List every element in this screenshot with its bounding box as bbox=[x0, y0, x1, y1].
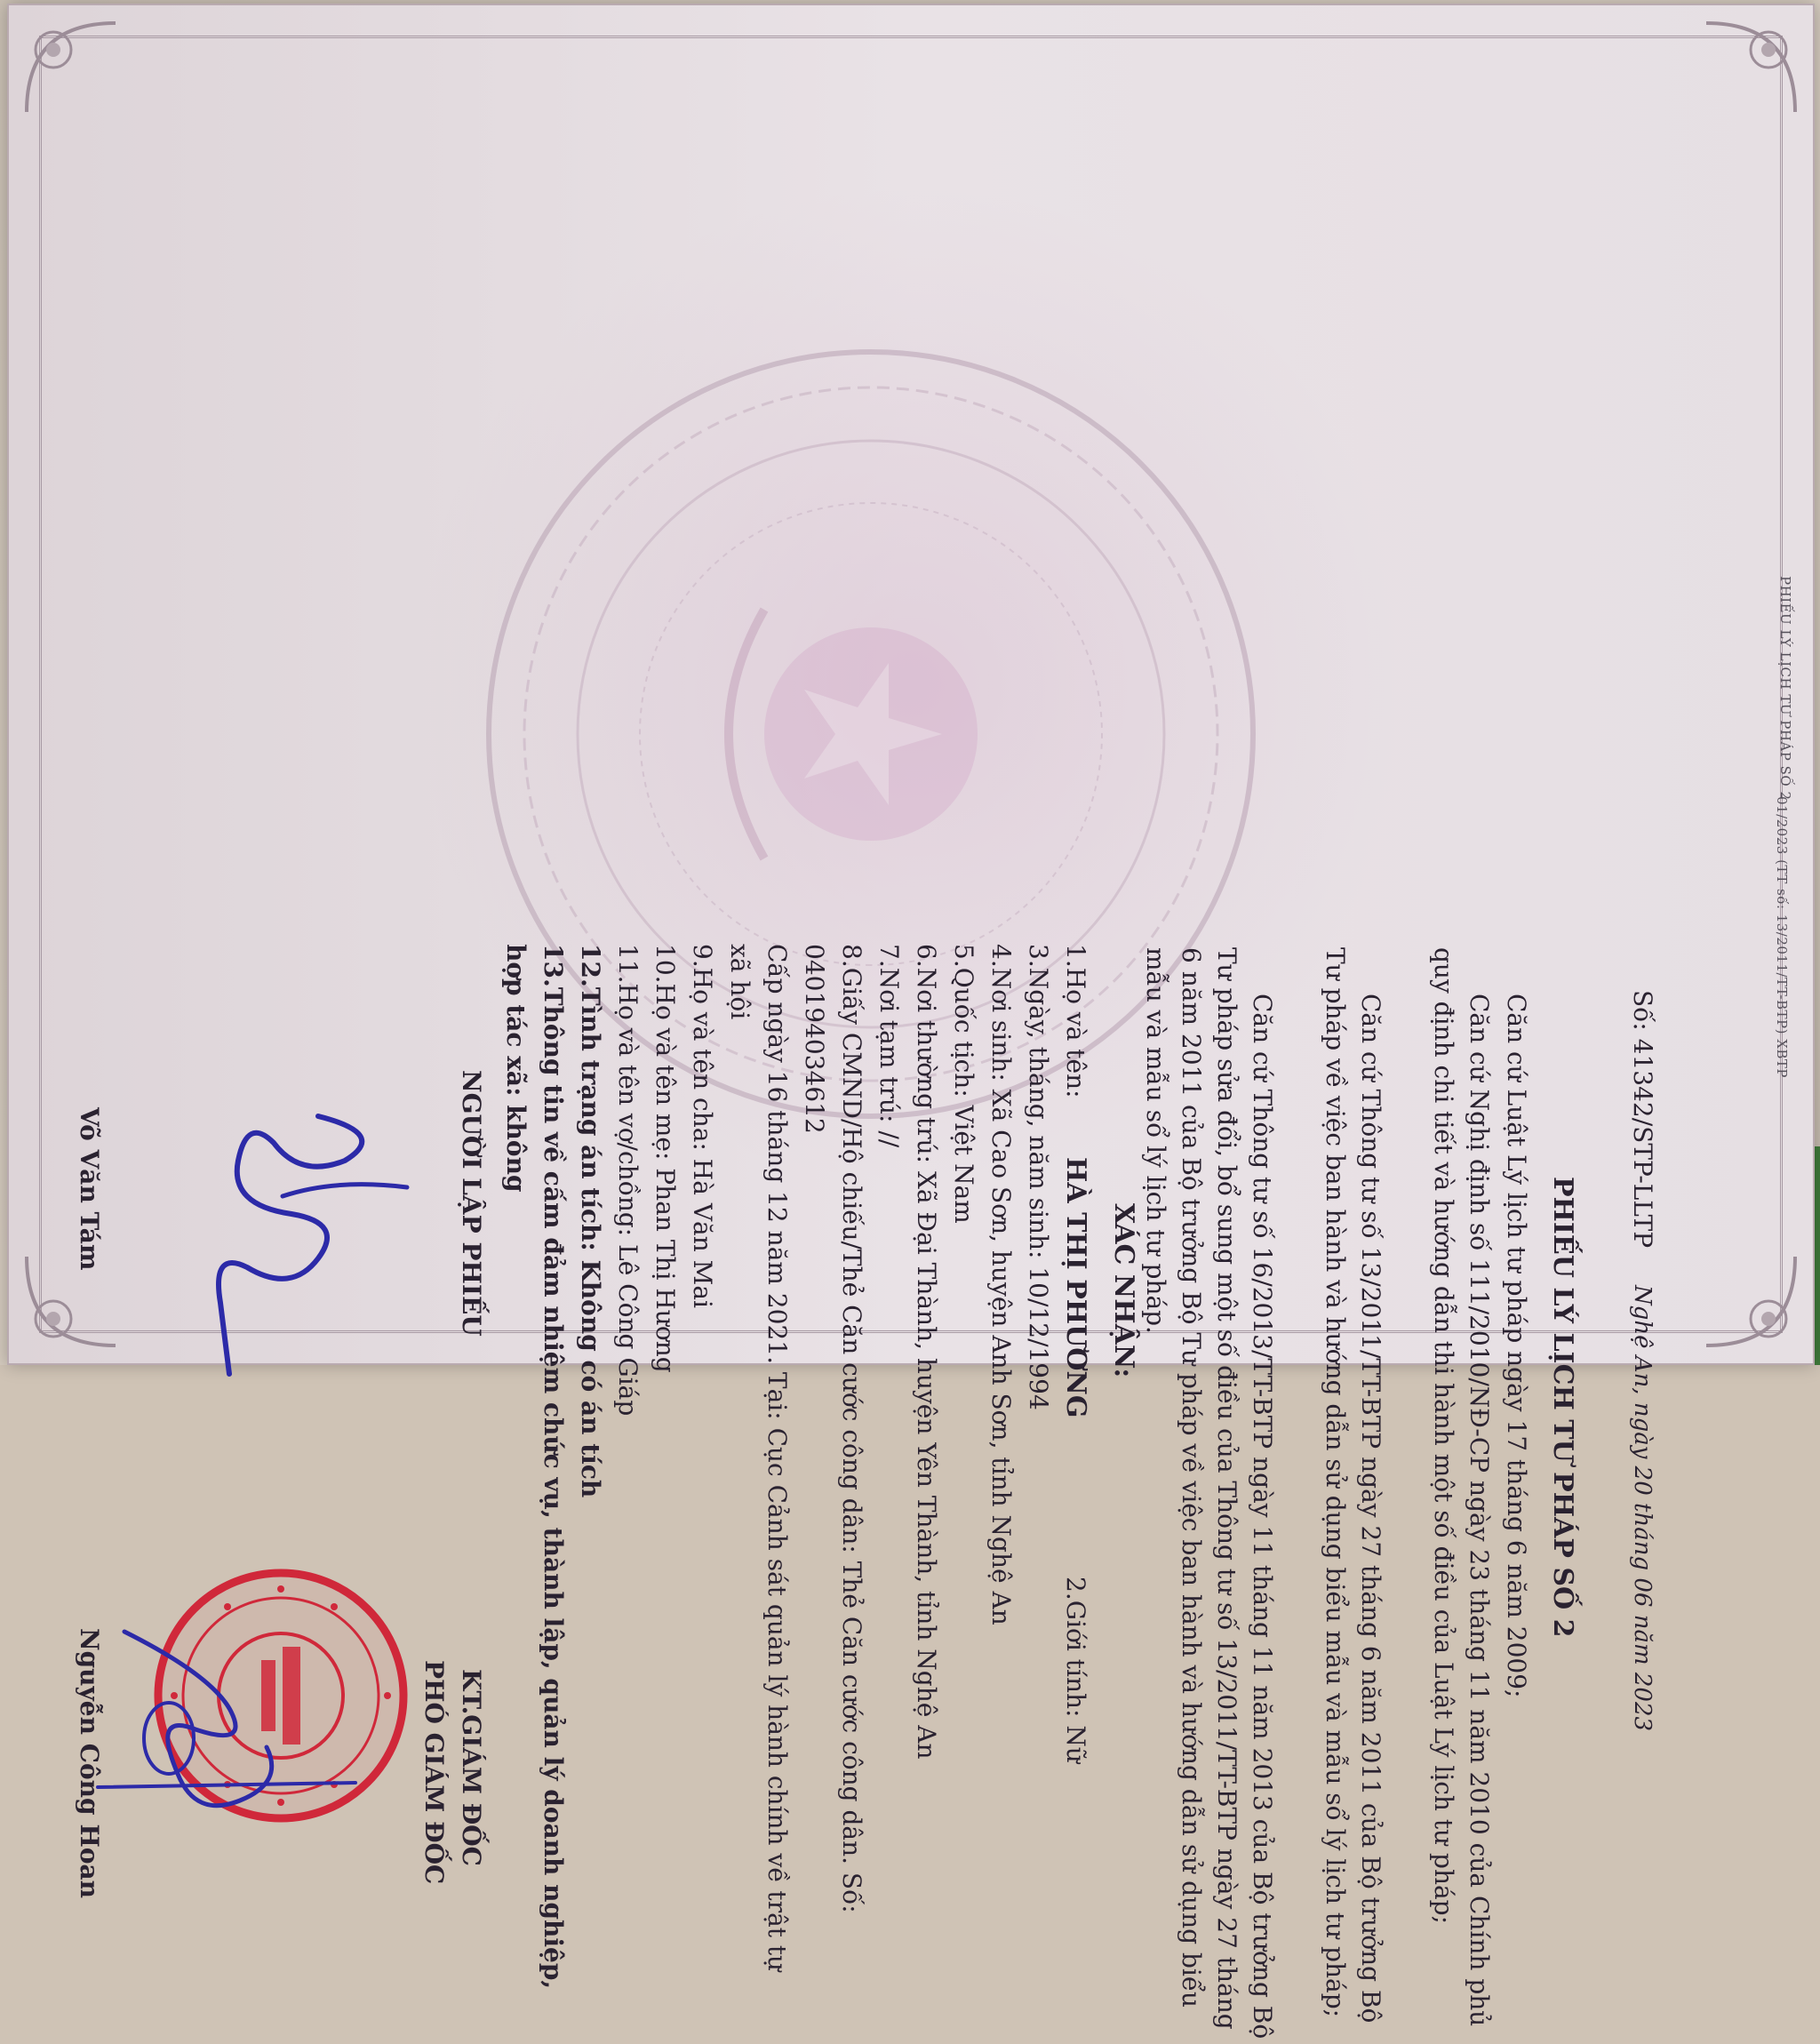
field-gender: 2.Giới tính: Nữ bbox=[1061, 1577, 1090, 1763]
preamble-1: Căn cứ Luật Lý lịch tư pháp ngày 17 tháng 6 năm 2009; bbox=[1502, 994, 1531, 1698]
director-title-1: KT.GIÁM ĐỐC bbox=[457, 1669, 486, 1866]
field-residence: 6.Nơi thường trú: Xã Đại Thành, huyện Yên Thành, tỉnh Nghệ An bbox=[912, 944, 941, 1760]
field-birthplace: 4.Nơi sinh: Xã Cao Sơn, huyện Anh Sơn, tỉnh Nghệ An bbox=[986, 944, 1016, 1625]
preamble-2: Căn cứ Nghị định số 111/2010/NĐ-CP ngày 23 tháng 11 năm 2010 của Chính phủ quy định chi tiết và hướng dẫn thi hành một số điều của Luật Lý lịch tư pháp; bbox=[1429, 947, 1494, 2027]
preparer-name: Võ Văn Tám bbox=[75, 1107, 104, 1271]
field-name-value: HÀ THỊ PHƯƠNG bbox=[1060, 1157, 1091, 1418]
field-mother: 10.Họ và tên mẹ: Phan Thị Hương bbox=[651, 944, 680, 1373]
preamble-4: Căn cứ Thông tư số 16/2013/TT-BTP ngày 11 tháng 11 năm 2013 của Bộ trưởng Bộ Tư pháp sửa đổi, bổ sung một số điều của Thông tư số 13/2011/TT-BTP ngày 27 tháng 6 năm 2011 của Bộ trưởng Bộ Tư pháp về việc ban hành và hướng dẫn sử dụng biểu mẫu và mẫu sổ lý lịch tư pháp. bbox=[1141, 947, 1277, 2040]
director-title-2: PHÓ GIÁM ĐỐC bbox=[419, 1660, 449, 1885]
field-id-issue-cont: xã hội bbox=[725, 944, 754, 1020]
preparer-signature bbox=[176, 1081, 425, 1401]
corner-ornament-bottom-left bbox=[18, 14, 124, 121]
preamble-3: Căn cứ Thông tư số 13/2011/TT-BTP ngày 27 tháng 6 năm 2011 của Bộ trưởng Bộ Tư pháp về việc ban hành và hướng dẫn sử dụng biểu mẫu và mẫu sổ lý lịch tư pháp; bbox=[1321, 947, 1385, 2024]
director-signature bbox=[89, 1605, 391, 1872]
field-father: 9.Họ và tên cha: Hà Văn Mai bbox=[688, 944, 717, 1308]
document-number: Số: 41342/STP-LLTP bbox=[1628, 990, 1657, 1249]
confirm-heading: XÁC NHẬN: bbox=[1108, 1203, 1139, 1378]
field-id-number: 040194034612 bbox=[800, 944, 829, 1134]
field-ban-line-1: 13.Thông tin về cấm đảm nhiệm chức vụ, thành lập, quản lý doanh nghiệp, bbox=[539, 944, 568, 1990]
preparer-title: NGƯỜI LẬP PHIẾU bbox=[457, 1070, 486, 1337]
form-code: 01/2023 (TT số: 13/2011/TT-BTP) XBTP bbox=[1774, 796, 1790, 1079]
document-title: PHIẾU LÝ LỊCH TƯ PHÁP SỐ 2 bbox=[1547, 1177, 1578, 1638]
place-date: Nghệ An, ngày 20 tháng 06 năm 2023 bbox=[1629, 1285, 1656, 1732]
field-name-label: 1.Họ và tên: bbox=[1061, 944, 1090, 1098]
field-spouse: 11.Họ và tên vợ/chồng: Lê Công Giáp bbox=[613, 944, 643, 1417]
field-criminal-record: 12.Tình trạng án tích: Không có án tích bbox=[576, 944, 605, 1498]
corner-ornament-top-left bbox=[1697, 14, 1804, 121]
director-name: Nguyễn Công Hoan bbox=[75, 1628, 104, 1898]
field-nationality: 5.Quốc tịch: Việt Nam bbox=[949, 944, 978, 1224]
field-ban-line-2: hợp tác xã: không bbox=[501, 944, 531, 1193]
corner-ornament-top-right bbox=[1697, 1248, 1804, 1354]
field-id-issue: Cấp ngày 16 tháng 12 năm 2021. Tại: Cục Cảnh sát quản lý hành chính về trật tự bbox=[762, 944, 792, 1972]
field-temp-residence: 7.Nơi tạm trú: // bbox=[874, 944, 904, 1148]
form-name-small: PHIẾU LÝ LỊCH TƯ PHÁP SỐ 2 bbox=[1777, 576, 1793, 801]
paper-sheet bbox=[7, 4, 1815, 2040]
field-id-line-1: 8.Giấy CMND/Hộ chiếu/Thẻ Căn cước công dân: Thẻ Căn cước công dân. Số: bbox=[837, 944, 866, 1913]
field-dob: 3.Ngày, tháng, năm sinh: 10/12/1994 bbox=[1024, 944, 1053, 1410]
